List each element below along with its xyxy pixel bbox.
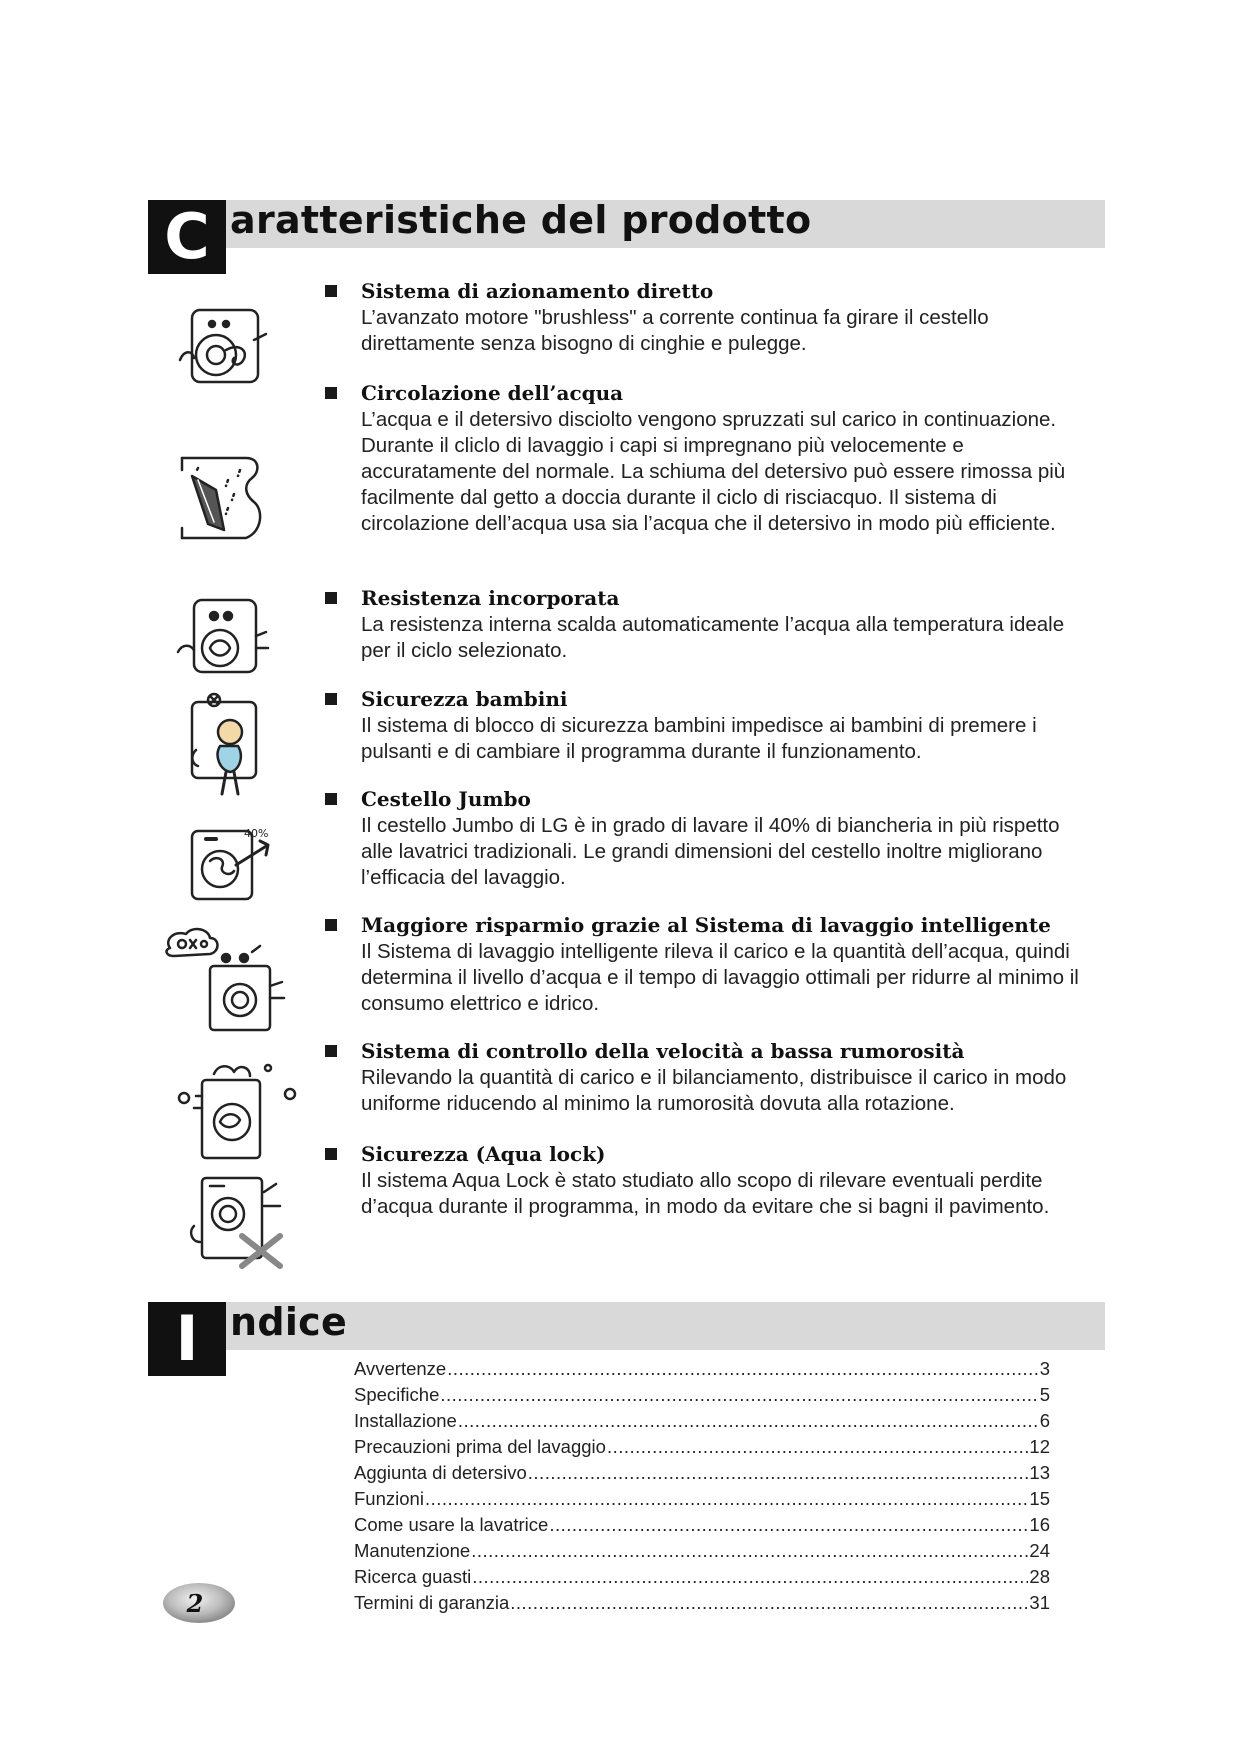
toc-entry-page: 13 (1029, 1462, 1050, 1483)
bullet-square (325, 1148, 337, 1160)
toc-entry-page: 31 (1029, 1592, 1050, 1613)
bullet-square (325, 387, 337, 399)
feature-water-circulation (325, 380, 1085, 537)
features-header-initial: C (148, 200, 226, 274)
bullet-square (325, 1045, 337, 1057)
feature-title: Circolazione dell’acqua (361, 381, 624, 405)
feature-description: L’acqua e il detersivo disciolto vengono spruzzati sul carico in continuazione. Durante il cliclo di lavaggio i capi si impregnano più velocemente e accuratamente del normale. La schiuma del detersivo può essere rimossa più facilmente dal getto a doccia durante il ciclo di risciacquo. Il sistema di circolazione dell’acqua usa sia l’acqua che il detersivo in modo più efficiente. (361, 408, 1066, 535)
toc-entry[interactable] (354, 1382, 1050, 1408)
features-header-title: aratteristiche del prodotto (230, 198, 812, 242)
toc-entry-page: 15 (1029, 1488, 1050, 1509)
toc-entry[interactable] (354, 1460, 1050, 1486)
toc-entry-page: 6 (1039, 1410, 1050, 1431)
toc-entry-label: Ricerca guasti (354, 1566, 472, 1587)
toc-entry[interactable] (354, 1590, 1050, 1616)
feature-low-noise (325, 1038, 1085, 1117)
feature-description: L’avanzato motore "brushless" a corrente continua fa girare il cestello direttamente senza bisogno di cinghie e pulegge. (361, 306, 989, 355)
feature-title: Resistenza incorporata (361, 586, 620, 610)
feature-description: La resistenza interna scalda automaticamente l’acqua alla temperatura ideale per il ciclo selezionato. (361, 613, 1065, 662)
toc-entry-label: Manutenzione (354, 1540, 471, 1561)
feature-child-lock (325, 686, 1085, 765)
toc-entry[interactable] (354, 1434, 1050, 1460)
feature-description: Il cestello Jumbo di LG è in grado di lavare il 40% di biancheria in più rispetto alle lavatrici tradizionali. Le grandi dimensioni del cestello inoltre migliorano l’efficacia del lavaggio. (361, 814, 1060, 889)
toc-entry-page: 3 (1039, 1358, 1050, 1379)
jumbo-drum-icon (176, 815, 286, 915)
toc-leader-dots (458, 1408, 1039, 1434)
toc-entry-label: Precauzioni prima del lavaggio (354, 1436, 606, 1457)
feature-title: Sicurezza (Aqua lock) (361, 1142, 606, 1166)
toc-entry-page: 16 (1029, 1514, 1050, 1535)
smart-wash-icon (160, 926, 290, 1038)
feature-title: Sistema di azionamento diretto (361, 279, 714, 303)
toc-entry-label: Specifiche (354, 1384, 440, 1405)
bullet-square (325, 592, 337, 604)
index-header-initial: I (148, 1302, 226, 1376)
bullet-square (325, 285, 337, 297)
toc-entry-label: Termini di garanzia (354, 1592, 510, 1613)
heater-icon (170, 592, 280, 692)
low-noise-icon (174, 1056, 304, 1162)
feature-jumbo-drum (325, 786, 1085, 891)
toc-entry-label: Come usare la lavatrice (354, 1514, 549, 1535)
feature-title: Cestello Jumbo (361, 787, 531, 811)
bullet-square (325, 919, 337, 931)
toc-entry[interactable] (354, 1486, 1050, 1512)
toc-entry-page: 28 (1029, 1566, 1050, 1587)
feature-direct-drive (325, 278, 1085, 357)
toc-entry-label: Installazione (354, 1410, 457, 1431)
toc-leader-dots (607, 1434, 1028, 1460)
toc-leader-dots (528, 1460, 1029, 1486)
feature-title: Maggiore risparmio grazie al Sistema di lavaggio intelligente (361, 913, 1051, 937)
index-header-title: ndice (230, 1300, 348, 1344)
toc-entry[interactable] (354, 1408, 1050, 1434)
water-circulation-icon (168, 450, 278, 550)
toc-entry[interactable] (354, 1538, 1050, 1564)
feature-description: Il Sistema di lavaggio intelligente rileva il carico e la quantità dell’acqua, quindi determina il livello d’acqua e il tempo di lavaggio ottimali per ridurre al minimo il consumo elettrico e idrico. (361, 940, 1079, 1015)
washing-machine-motor-icon (170, 300, 280, 400)
aqua-lock-icon (180, 1162, 300, 1272)
toc-leader-dots (549, 1512, 1028, 1538)
toc-leader-dots (440, 1382, 1038, 1408)
bullet-square (325, 693, 337, 705)
feature-description: Rilevando la quantità di carico e il bilanciamento, distribuisce il carico in modo uniforme riducendo al minimo la rumorosità dovuta alla rotazione. (361, 1066, 1067, 1115)
toc-entry-page: 5 (1039, 1384, 1050, 1405)
toc-leader-dots (471, 1538, 1028, 1564)
jumbo-percent-label: 40% (244, 827, 269, 840)
toc-entry-label: Avvertenze (354, 1358, 447, 1379)
bullet-square (325, 793, 337, 805)
feature-title: Sicurezza bambini (361, 687, 568, 711)
page-number-badge (157, 1580, 237, 1626)
feature-aqua-lock (325, 1141, 1085, 1220)
toc-entry-page: 12 (1029, 1436, 1050, 1457)
toc-leader-dots (425, 1486, 1028, 1512)
toc-leader-dots (472, 1564, 1028, 1590)
page-number: 2 (186, 1589, 204, 1618)
toc-leader-dots (510, 1590, 1028, 1616)
toc-entry-label: Funzioni (354, 1488, 424, 1509)
feature-built-in-heater (325, 585, 1085, 664)
toc-entry[interactable] (354, 1356, 1050, 1382)
toc-entry[interactable] (354, 1512, 1050, 1538)
toc-entry[interactable] (354, 1564, 1050, 1590)
toc-leader-dots (447, 1356, 1038, 1382)
child-lock-icon (170, 690, 280, 802)
feature-description: Il sistema di blocco di sicurezza bambini impedisce ai bambini di premere i pulsanti e di cambiare il programma durante il funzionamento. (361, 714, 1037, 763)
feature-description: Il sistema Aqua Lock è stato studiato allo scopo di rilevare eventuali perdite d’acqua durante il programma, in modo da evitare che si bagni il pavimento. (361, 1169, 1050, 1218)
feature-smart-wash (325, 912, 1085, 1017)
toc-entry-page: 24 (1029, 1540, 1050, 1561)
toc-entry-label: Aggiunta di detersivo (354, 1462, 527, 1483)
feature-title: Sistema di controllo della velocità a bassa rumorosità (361, 1039, 965, 1063)
table-of-contents (354, 1356, 1050, 1616)
